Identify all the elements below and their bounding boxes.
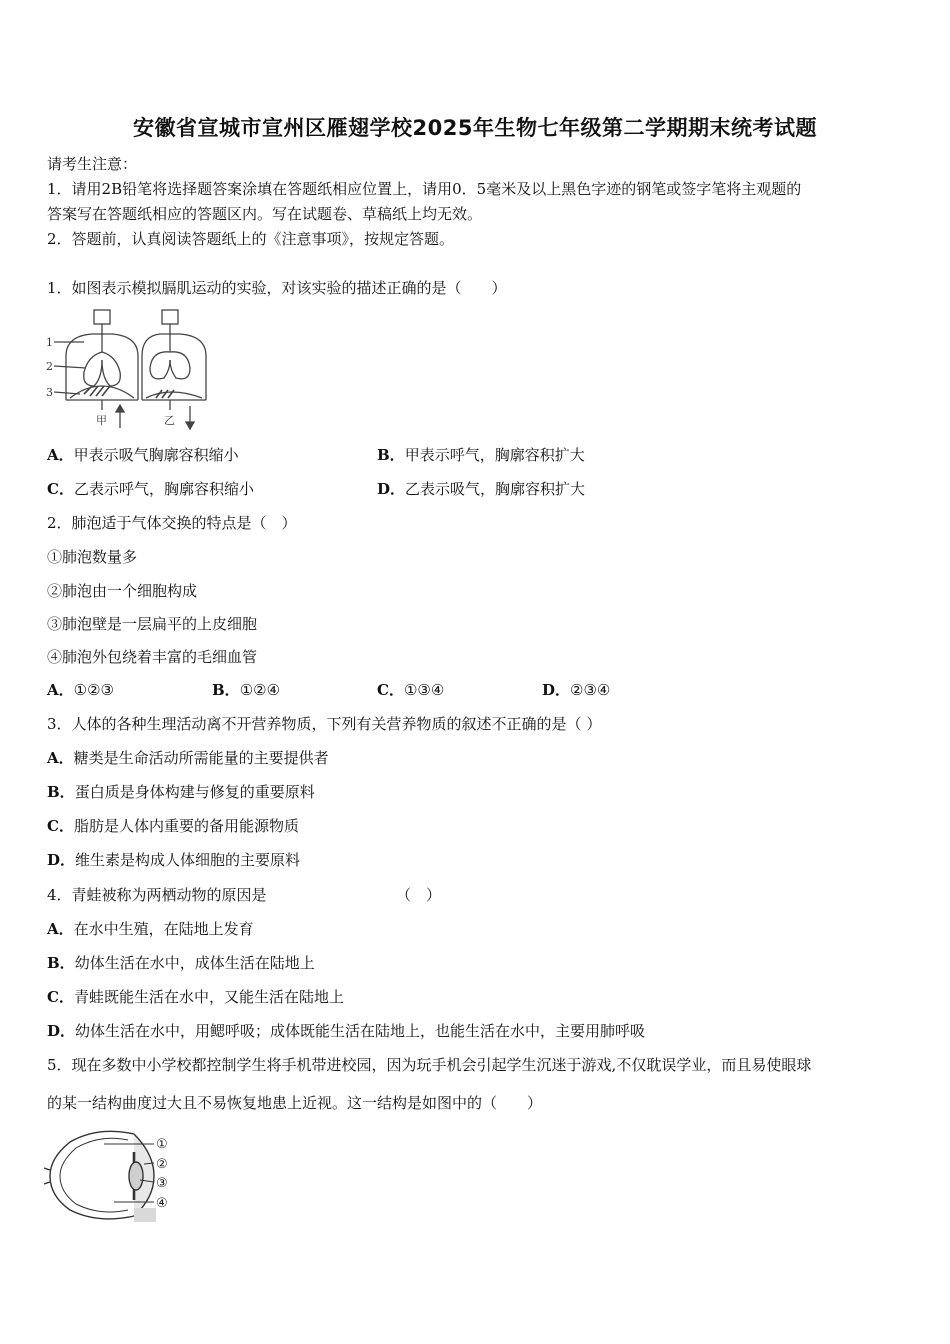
option-b: B．蛋白质是身体构建与修复的重要原料 [47, 783, 315, 801]
option-a: A．甲表示吸气胸廓容积缩小 [47, 446, 239, 464]
option-b: B．甲表示呼气，胸廓容积扩大 [377, 446, 585, 464]
figure-label-jar-a: 甲 [96, 414, 107, 427]
figure-label: ② [156, 1157, 168, 1172]
option-a: A．①②③ [47, 681, 114, 699]
eyeball-figure [44, 1124, 184, 1224]
notice-item: 2．答题前，认真阅读答题纸上的《注意事项》，按规定答题。 [47, 230, 455, 248]
statement-item: ①肺泡数量多 [47, 548, 138, 566]
figure-label: ③ [156, 1176, 168, 1191]
option-d: D．幼体生活在水中，用鳃呼吸；成体既能生活在陆地上，也能生活在水中，主要用肺呼吸 [47, 1022, 646, 1040]
notice-item: 答案写在答题纸相应的答题区内。写在试题卷、草稿纸上均无效。 [47, 205, 483, 223]
answer-paren: （ ） [396, 886, 442, 904]
page-title: 安徽省宣城市宣州区雁翅学校2025年生物七年级第二学期期末统考试题 [133, 116, 817, 140]
diaphragm-model-figure [44, 306, 214, 430]
option-a: A．在水中生殖，在陆地上发育 [47, 920, 254, 938]
question-5-stem: 的某一结构曲度过大且不易恢复地患上近视。这一结构是如图中的（ ） [47, 1094, 543, 1112]
option-b: B．①②④ [212, 681, 281, 699]
question-1-stem: 1．如图表示模拟膈肌运动的实验，对该实验的描述正确的是（ ） [47, 279, 507, 297]
figure-label: 2 [46, 360, 53, 373]
statement-item: ④肺泡外包绕着丰富的毛细血管 [47, 648, 258, 666]
figure-label: ④ [156, 1196, 168, 1211]
figure-label: 3 [46, 386, 53, 399]
statement-item: ③肺泡壁是一层扁平的上皮细胞 [47, 615, 258, 633]
option-c: C．①③④ [377, 681, 445, 699]
option-d: D．乙表示吸气，胸廓容积扩大 [377, 480, 586, 498]
statement-item: ②肺泡由一个细胞构成 [47, 582, 198, 600]
figure-label: ① [156, 1137, 168, 1152]
notice-item: 1．请用2B铅笔将选择题答案涂填在答题纸相应位置上，请用0．5毫米及以上黑色字迹的钢笔或签字笔将主观题的 [47, 180, 802, 198]
option-d: D．维生素是构成人体细胞的主要原料 [47, 851, 301, 869]
option-c: C．青蛙既能生活在水中，又能生活在陆地上 [47, 988, 344, 1006]
question-4-stem: 4．青蛙被称为两栖动物的原因是 [47, 886, 267, 904]
option-a: A．糖类是生命活动所需能量的主要提供者 [47, 749, 329, 767]
question-3-stem: 3．人体的各种生理活动离不开营养物质，下列有关营养物质的叙述不正确的是（ ） [47, 715, 602, 733]
question-2-stem: 2．肺泡适于气体交换的特点是（ ） [47, 514, 297, 532]
option-d: D．②③④ [542, 681, 611, 699]
option-c: C．脂肪是人体内重要的备用能源物质 [47, 817, 299, 835]
notice-heading: 请考生注意： [47, 155, 138, 173]
option-b: B．幼体生活在水中，成体生活在陆地上 [47, 954, 315, 972]
option-c: C．乙表示呼气，胸廓容积缩小 [47, 480, 254, 498]
question-5-stem: 5．现在多数中小学校都控制学生将手机带进校园，因为玩手机会引起学生沉迷于游戏,不仅耽误学业，而且易使眼球 [47, 1056, 812, 1074]
figure-label-jar-b: 乙 [164, 414, 175, 427]
figure-label: 1 [46, 336, 53, 349]
